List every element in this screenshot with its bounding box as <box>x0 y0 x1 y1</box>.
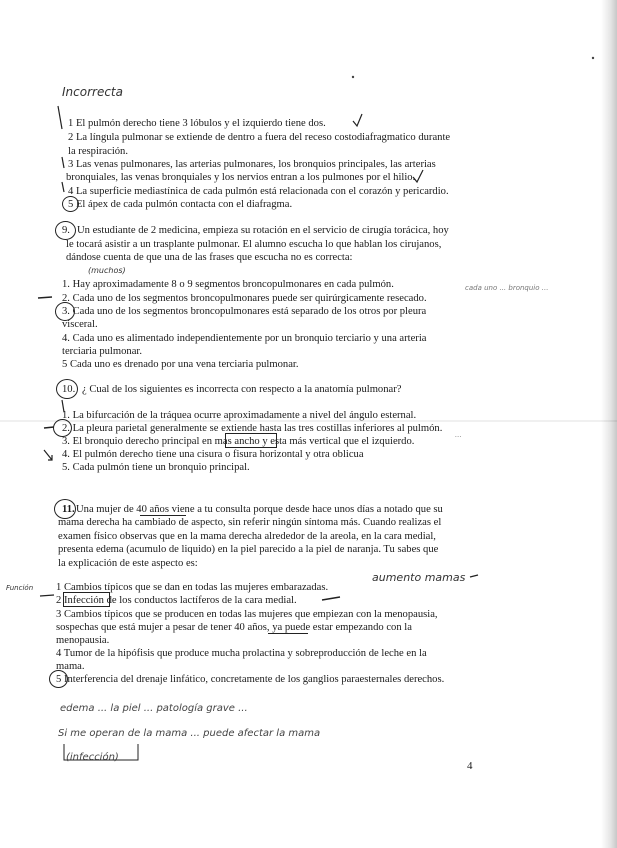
bracket-mark <box>64 744 138 760</box>
q11-number: 11. <box>62 504 75 515</box>
q11-option-2: 2 Infección de los conductos lactíferos de la cara medial. <box>56 595 297 606</box>
dot-mark-2 <box>592 57 594 59</box>
q9-stem-2: le tocará asistir a un trasplante pulmonar. El alumno escucha lo que hablan los cirujanos, <box>66 239 442 250</box>
q9-option-2: 2. Cada uno de los segmentos broncopulmonares puede ser quirúrgicamente resecado. <box>62 293 427 304</box>
checkmark-icon-2 <box>413 170 423 182</box>
arrow-icon <box>44 450 52 460</box>
q11-option-3: 3 Cambios típicos que se producen en todas las mujeres que empiezan con la menopausia, <box>56 609 438 620</box>
q10-handwritten-note: ... <box>455 431 462 439</box>
block1-item-2-cont: la respiración. <box>68 146 129 157</box>
handwritten-line-1: edema ... la piel ... patología grave ... <box>60 703 248 714</box>
q10-option-3: 3. El bronquio derecho principal en mas ancho y esta más vertical que el izquierdo. <box>62 436 415 447</box>
q10-number: 10. <box>62 384 76 395</box>
q10-option-1: 1. La bifurcación de la tráquea ocurre aproximadamente a nivel del ángulo esternal. <box>62 410 417 421</box>
dash-mark <box>38 297 52 298</box>
q10-option-2: 2. La pleura parietal generalmente se extiende hasta las tres costillas inferiores al pulmón. <box>62 423 443 434</box>
q9-option-5: 5 Cada uno es drenado por una vena terciaria pulmonar. <box>62 359 299 370</box>
q9-option-1: 1. Hay aproximadamente 8 o 9 segmentos broncopulmonares en cada pulmón. <box>62 279 394 290</box>
handwritten-line-2: Si me operan de la mama ... puede afectar la mama <box>58 728 321 739</box>
q11-stem-5: la explicación de este aspecto es: <box>58 558 198 569</box>
q9-stem-3: dándose cuenta de que una de las frases que escucha no es correcta: <box>66 252 353 263</box>
handwritten-line-3: (infección) <box>66 752 119 763</box>
block1-item-5: 5 El ápex de cada pulmón contacta con el diafragma. <box>68 199 293 210</box>
block1-item-1: 1 El pulmón derecho tiene 3 lóbulos y el izquierdo tiene dos. <box>68 118 326 129</box>
dash-mark-3 <box>322 597 340 600</box>
q11-stem-1: Una mujer de 40 años viene a tu consulta porque desde hace unos días a notado que su <box>76 504 443 515</box>
q9-stem-1: Un estudiante de 2 medicina, empieza su rotación en el servicio de cirugía torácica, hoy <box>77 225 449 236</box>
q10-option-4: 4. El pulmón derecho tiene una cisura o fisura horizontal y otra oblicua <box>62 449 364 460</box>
q9-option-4-cont: terciaria pulmonar. <box>62 346 143 357</box>
dash-mark-2 <box>44 427 54 428</box>
block1-item-4: 4 La superficie mediastínica de cada pulmón está relacionada con el corazón y pericardio. <box>68 186 449 197</box>
dash-mark-4 <box>40 595 54 596</box>
q10-option-5: 5. Cada pulmón tiene un bronquio principal. <box>62 462 250 473</box>
checkmark-stroke <box>58 106 62 129</box>
q11-option-3-cont: sospechas que está mujer a pesar de tener 40 años, ya puede estar empezando con la <box>56 622 412 633</box>
checkmark-icon <box>353 114 362 126</box>
q11-stem-4: presenta edema (acumulo de liquido) en la piel parecido a la piel de naranja. Tu sabes que <box>58 544 439 555</box>
block1-item-3: 3 Las venas pulmonares, las arterias pulmonares, los bronquios principales, las arterias <box>68 159 436 170</box>
dash-mark-5 <box>470 575 478 577</box>
q11-option-3-cont-2: menopausia. <box>56 635 110 646</box>
q9-number: 9. <box>62 225 70 236</box>
q9-option-4: 4. Cada uno es alimentado independientemente por un bronquio terciario y una arteria <box>62 333 427 344</box>
dot-mark <box>352 76 354 78</box>
q11-handwritten-left: Función <box>6 584 34 592</box>
q11-option-1: 1 Cambios típicos que se dan en todas las mujeres embarazadas. <box>56 582 329 593</box>
q11-handwritten-note: aumento mamas <box>372 571 466 584</box>
q11-option-4-cont: mama. <box>56 661 85 672</box>
q9-handwritten-note-1: (muchos) <box>88 266 126 275</box>
q11-stem-2: mama derecha ha cambiado de aspecto, sin referir ningún síntoma más. Cuando realizas el <box>58 517 442 528</box>
q9-handwritten-note-2: cada uno ... bronquio ... <box>465 284 549 292</box>
q9-option-3: 3. Cada uno de los segmentos broncopulmonares está separado de los otros por pleura <box>62 306 427 317</box>
block1-item-3-cont: bronquiales, las venas bronquiales y los nervios entran a los pulmones por el hilio. <box>66 172 416 183</box>
margin-tick-q10 <box>62 400 64 412</box>
q11-option-4: 4 Tumor de la hipófisis que produce mucha prolactina y sobreproducción de leche en la <box>56 648 427 659</box>
q11-option-5: 5 Interferencia del drenaje linfático, concretamente de los ganglios paraesternales derechos. <box>56 674 445 685</box>
q11-stem-3: examen físico observas que en la mama derecha alrededor de la areola, en la cara medial, <box>58 531 436 542</box>
block1-item-2: 2 La língula pulmonar se extiende de dentro a fuera del receso costodiafragmatico durante <box>68 132 451 143</box>
page-number: 4 <box>467 760 473 772</box>
q9-option-3-cont: visceral. <box>62 319 98 330</box>
handwritten-header: Incorrecta <box>62 85 123 99</box>
q10-stem: ¿ Cual de los siguientes es incorrecta con respecto a la anatomía pulmonar? <box>82 384 402 395</box>
margin-ticks <box>62 157 64 192</box>
